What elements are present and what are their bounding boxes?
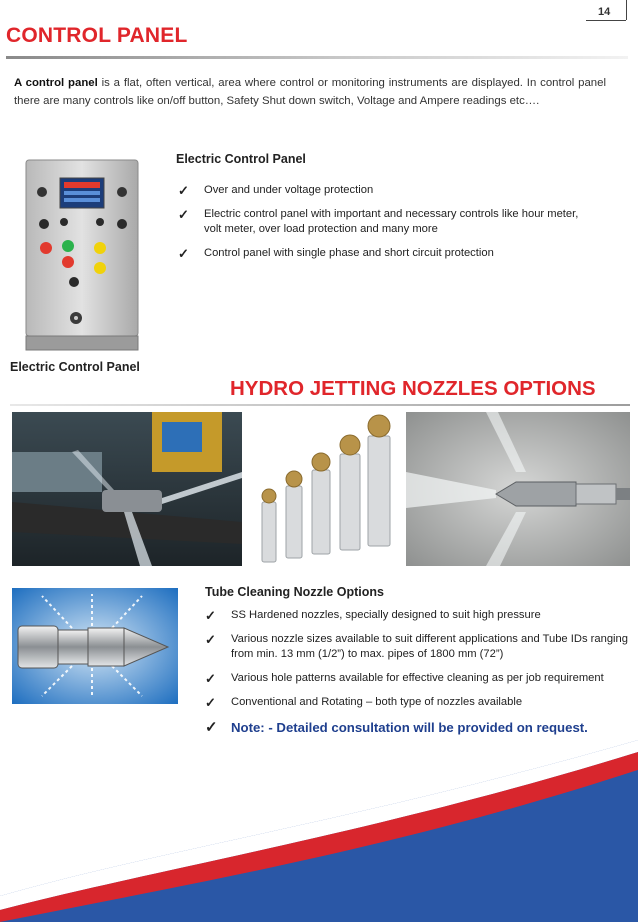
ecp-heading: Electric Control Panel: [176, 152, 306, 166]
check-icon: ✓: [205, 608, 216, 623]
tube-cleaning-heading: Tube Cleaning Nozzle Options: [205, 585, 384, 599]
ecp-image-caption: Electric Control Panel: [10, 360, 140, 374]
list-item: ✓ Various hole patterns available for effective cleaning as per job requirement: [205, 671, 604, 686]
list-item: ✓ Electric control panel with important and necessary controls like hour meter, volt meter, over load protection and many more: [178, 207, 579, 235]
check-icon: ✓: [205, 695, 216, 710]
section-title-hydro-jetting: HYDRO JETTING NOZZLES OPTIONS: [230, 377, 596, 400]
consultation-note: ✓ Note: - Detailed consultation will be provided on request.: [205, 719, 588, 736]
ecp-feature-list: [178, 183, 598, 270]
nozzle-jetting-photo: [12, 412, 242, 566]
section-title-control-panel: CONTROL PANEL: [6, 24, 188, 47]
page-number-border: [626, 0, 627, 20]
check-icon: ✓: [205, 719, 218, 736]
page-number-underline: [586, 20, 626, 21]
list-item: ✓ SS Hardened nozzles, specially designed to suit high pressure: [205, 608, 541, 623]
tube-cleaning-nozzle-image: [12, 588, 178, 704]
check-icon: ✓: [178, 246, 189, 261]
check-icon: ✓: [205, 671, 216, 686]
list-item: ✓ Over and under voltage protection: [178, 183, 374, 198]
check-icon: ✓: [178, 183, 189, 198]
nozzle-spray-photo: [406, 412, 630, 566]
page-number: 14: [598, 6, 611, 18]
electric-control-panel-image: [20, 158, 144, 354]
check-icon: ✓: [178, 207, 189, 222]
intro-text: is a flat, often vertical, area where control or monitoring instruments are displayed. In control panel there are many controls like on/off button, Safety Shut down switch, Voltage and Ampere readings etc….: [14, 77, 607, 107]
intro-paragraph: [14, 74, 606, 110]
intro-lead: A control panel: [14, 77, 98, 89]
list-item: ✓ Control panel with single phase and short circuit protection: [178, 246, 494, 261]
list-item: ✓ Various nozzle sizes available to suit different applications and Tube IDs ranging from min. 13 mm (1/2”) to max. pipes of 1800 mm (72”): [205, 632, 628, 660]
title-divider: [6, 56, 628, 59]
list-item: ✓ Conventional and Rotating – both type of nozzles available: [205, 695, 523, 710]
check-icon: ✓: [205, 632, 216, 647]
nozzle-sizes-photo: [256, 406, 400, 576]
footer-decoration: [0, 700, 638, 922]
